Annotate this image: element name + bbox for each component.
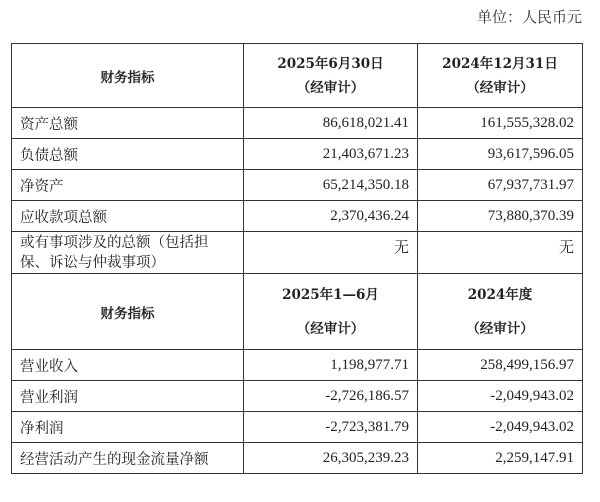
table-row: 营业利润 -2,726,186.57 -2,049,943.02 <box>12 381 583 412</box>
header-col1: 2025年6月30日 （经审计） <box>244 44 418 108</box>
header-col2: 2024年12月31日 （经审计） <box>418 44 583 108</box>
table-row: 或有事项涉及的总额（包括担保、诉讼与仲裁事项） 无 无 <box>12 232 583 274</box>
financial-table <box>11 43 583 474</box>
unit-label: 单位：人民币元 <box>476 8 582 26</box>
header-row-income <box>12 274 583 350</box>
table-row: 净利润 -2,723,381.79 -2,049,943.02 <box>12 412 583 443</box>
table-row: 营业收入 1,198,977.71 258,499,156.97 <box>12 350 583 381</box>
header-col2: 2024年度 （经审计） <box>418 274 583 350</box>
table-row: 净资产 65,214,350.18 67,937,731.97 <box>12 170 583 201</box>
header-indicator: 财务指标 <box>12 274 244 350</box>
header-col1: 2025年1—6月 （经审计） <box>244 274 418 350</box>
header-indicator: 财务指标 <box>12 44 244 108</box>
header-row-balance <box>12 44 583 108</box>
table-row: 负债总额 21,403,671.23 93,617,596.05 <box>12 139 583 170</box>
table-row: 应收款项总额 2,370,436.24 73,880,370.39 <box>12 201 583 232</box>
table-row: 经营活动产生的现金流量净额 26,305,239.23 2,259,147.91 <box>12 443 583 474</box>
table-row: 资产总额 86,618,021.41 161,555,328.02 <box>12 108 583 139</box>
